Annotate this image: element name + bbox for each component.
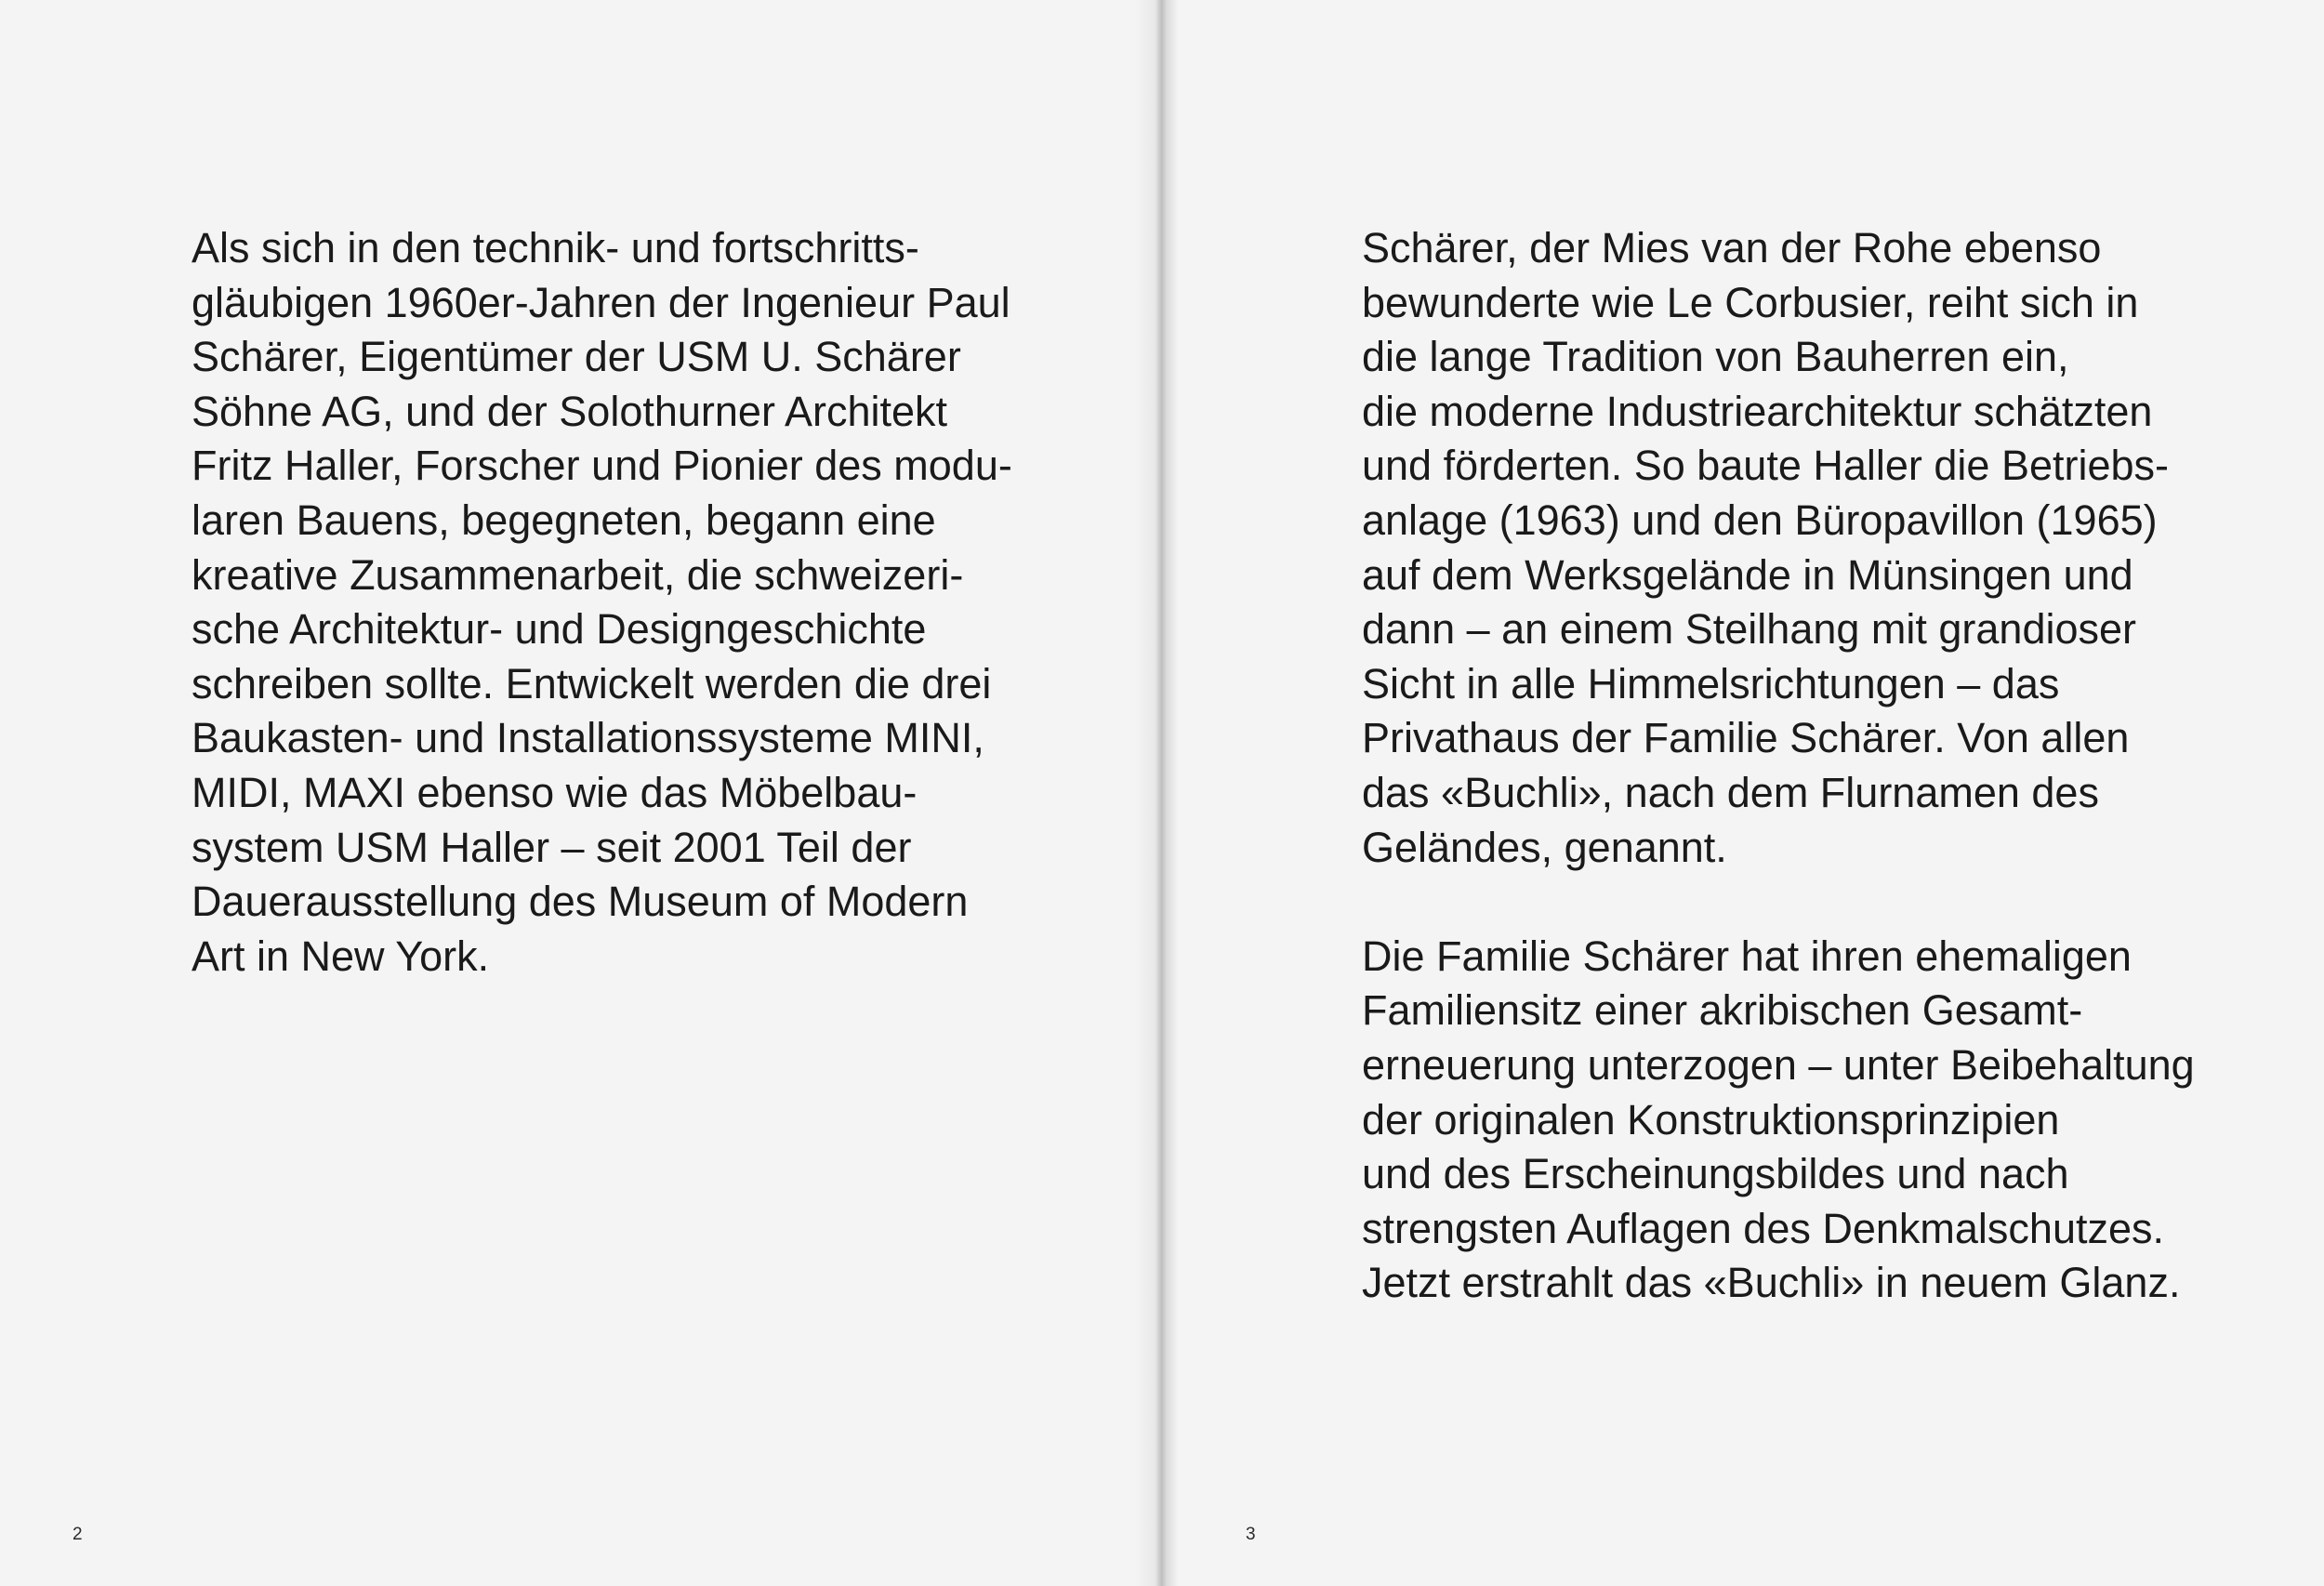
- text-line: Art in New York.: [191, 932, 490, 980]
- text-line: die moderne Industriearchitektur schätzten: [1362, 387, 2153, 435]
- text-line: Söhne AG, und der Solothurner Architekt: [191, 387, 948, 435]
- text-line: strengsten Auflagen des Denkmalschutzes.: [1362, 1204, 2164, 1252]
- text-line: sche Architektur- und Designgeschichte: [191, 605, 927, 654]
- text-line: schreiben sollte. Entwickelt werden die drei: [191, 659, 992, 707]
- text-line: kreative Zusammenarbeit, die schweizeri-: [191, 550, 964, 599]
- text-line: system USM Haller – seit 2001 Teil der: [191, 823, 912, 871]
- page-number-right: 3: [1246, 1525, 1256, 1544]
- text-line: die lange Tradition von Bauherren ein,: [1362, 333, 2069, 381]
- right-page: [1162, 0, 2324, 1586]
- text-line: Sicht in alle Himmelsrichtungen – das: [1362, 659, 2060, 707]
- text-line: dann – an einem Steilhang mit grandioser: [1362, 605, 2137, 654]
- text-line: Als sich in den technik- und fortschritts-: [191, 224, 919, 271]
- text-line: Baukasten- und Installationssysteme MINI,: [191, 714, 984, 762]
- text-line: Familiensitz einer akribischen Gesamt-: [1362, 986, 2083, 1035]
- text-line: Schärer, der Mies van der Rohe ebenso: [1362, 224, 2102, 271]
- text-line: bewunderte wie Le Corbusier, reiht sich in: [1362, 278, 2139, 326]
- text-line: Privathaus der Familie Schärer. Von allen: [1362, 714, 2130, 762]
- left-page-body-text: [191, 221, 1012, 984]
- text-line: Geländes, genannt.: [1362, 823, 1727, 871]
- text-line: gläubigen 1960er-Jahren der Ingenieur Paul: [191, 278, 1010, 326]
- text-line: Dauerausstellung des Museum of Modern: [191, 878, 969, 926]
- page-number-left: 2: [73, 1525, 83, 1544]
- text-line: auf dem Werksgelände in Münsingen und: [1362, 550, 2133, 599]
- text-line: MIDI, MAXI ebenso wie das Möbelbau-: [191, 768, 918, 816]
- paragraph-spacer: [1362, 875, 2195, 930]
- text-line: Jetzt erstrahlt das «Buchli» in neuem Glanz.: [1362, 1259, 2181, 1307]
- text-line: und förderten. So baute Haller die Betriebs-: [1362, 442, 2170, 490]
- text-line: und des Erscheinungsbildes und nach: [1362, 1150, 2069, 1198]
- text-line: Fritz Haller, Forscher und Pionier des modu-: [191, 442, 1012, 490]
- text-line: Die Familie Schärer hat ihren ehemaligen: [1362, 932, 2132, 980]
- text-line: laren Bauens, begegneten, begann eine: [191, 496, 936, 544]
- text-line: Schärer, Eigentümer der USM U. Schärer: [191, 333, 961, 381]
- right-page-body-text: [1362, 221, 2195, 1311]
- text-line: anlage (1963) und den Büropavillon (1965): [1362, 496, 2158, 544]
- text-line: der originalen Konstruktionsprinzipien: [1362, 1095, 2060, 1143]
- text-line: das «Buchli», nach dem Flurnamen des: [1362, 768, 2099, 816]
- text-line: erneuerung unterzogen – unter Beibehaltung: [1362, 1040, 2195, 1089]
